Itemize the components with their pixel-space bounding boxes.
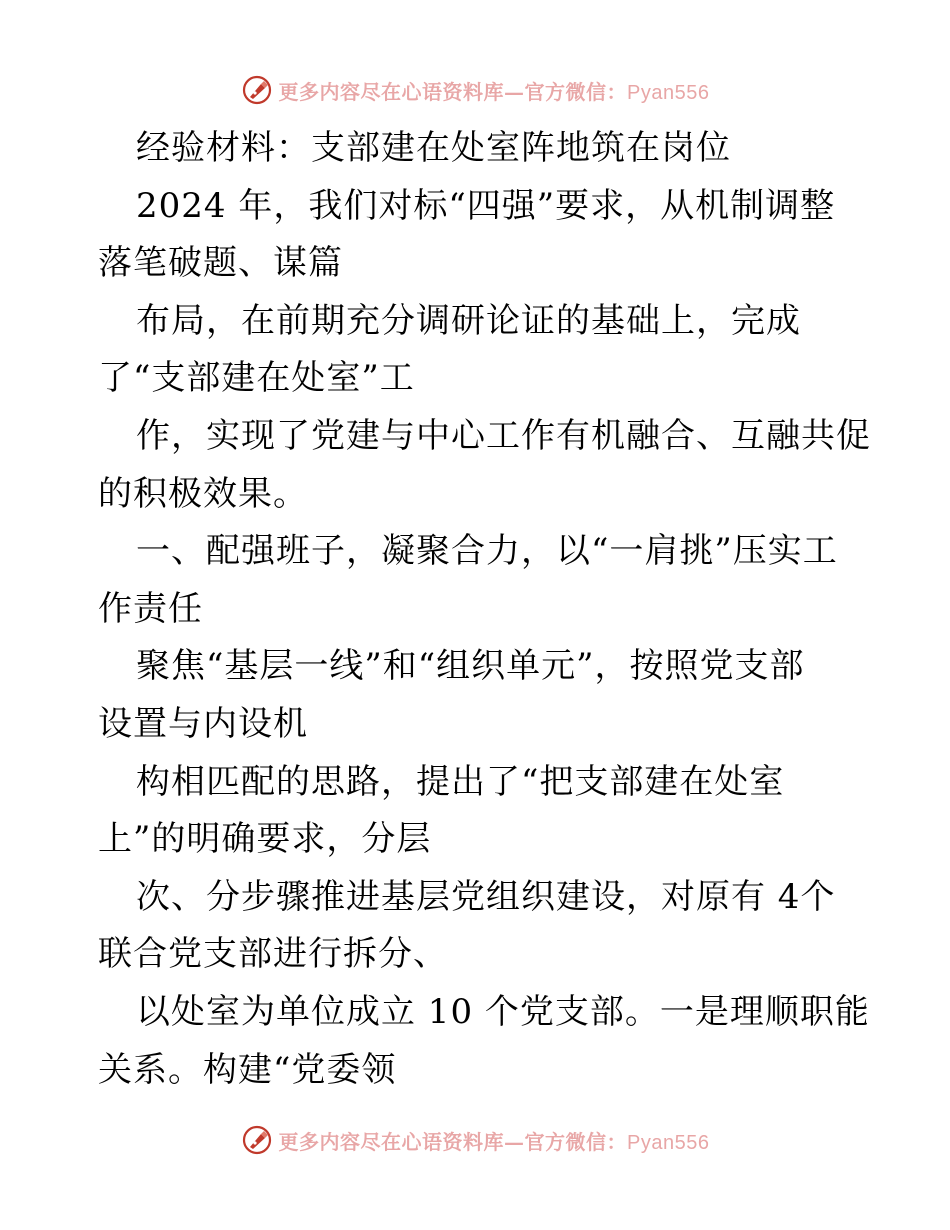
text-line: 2024 年，我们对标“四强”要求，从机制调整 xyxy=(136,185,836,226)
text-line: 以处室为单位成立 10 个党支部。一是理顺职能 xyxy=(136,991,870,1032)
watermark-text-cn: 更多内容尽在心语资料库—官方微信： xyxy=(278,79,628,104)
watermark-footer-content xyxy=(241,1124,710,1156)
text-line: 构相匹配的思路，提出了“把支部建在处室 xyxy=(136,761,785,802)
text-line: 联合党支部进行拆分、 xyxy=(98,934,448,975)
text-line: 上”的明确要求，分层 xyxy=(98,819,432,860)
text-line: 作，实现了党建与中心工作有机融合、互融共促 xyxy=(136,415,871,456)
text-line: 的积极效果。 xyxy=(98,473,308,514)
watermark-text xyxy=(279,1126,710,1155)
watermark-text-id: Pyan556 xyxy=(627,81,710,104)
watermark-text xyxy=(279,76,710,105)
text-line: 作责任 xyxy=(98,588,203,629)
text-line: 关系。构建“党委领 xyxy=(98,1049,397,1090)
text-line: 次、分步骤推进基层党组织建设，对原有 4个 xyxy=(136,876,836,917)
text-line: 聚焦“基层一线”和“组织单元”，按照党支部 xyxy=(136,646,805,687)
pen-nib-logo-icon xyxy=(241,1124,273,1156)
text-line: 布局，在前期充分调研论证的基础上，完成 xyxy=(136,300,801,341)
text-line: 了“支部建在处室”工 xyxy=(98,358,415,399)
text-line: 落笔破题、谋篇 xyxy=(98,243,343,284)
document-body xyxy=(98,120,871,1099)
watermark-footer xyxy=(0,1120,950,1160)
pen-nib-logo-icon xyxy=(241,74,273,106)
watermark-text-cn: 更多内容尽在心语资料库—官方微信： xyxy=(278,1129,628,1154)
watermark-header xyxy=(0,70,950,110)
watermark-header-content xyxy=(241,74,710,106)
watermark-text-id: Pyan556 xyxy=(627,1131,710,1154)
document-title: 经验材料：支部建在处室阵地筑在岗位 xyxy=(136,128,731,168)
text-line: 设置与内设机 xyxy=(98,703,308,744)
text-line: 一、配强班子，凝聚合力，以“一肩挑”压实工 xyxy=(136,531,838,572)
